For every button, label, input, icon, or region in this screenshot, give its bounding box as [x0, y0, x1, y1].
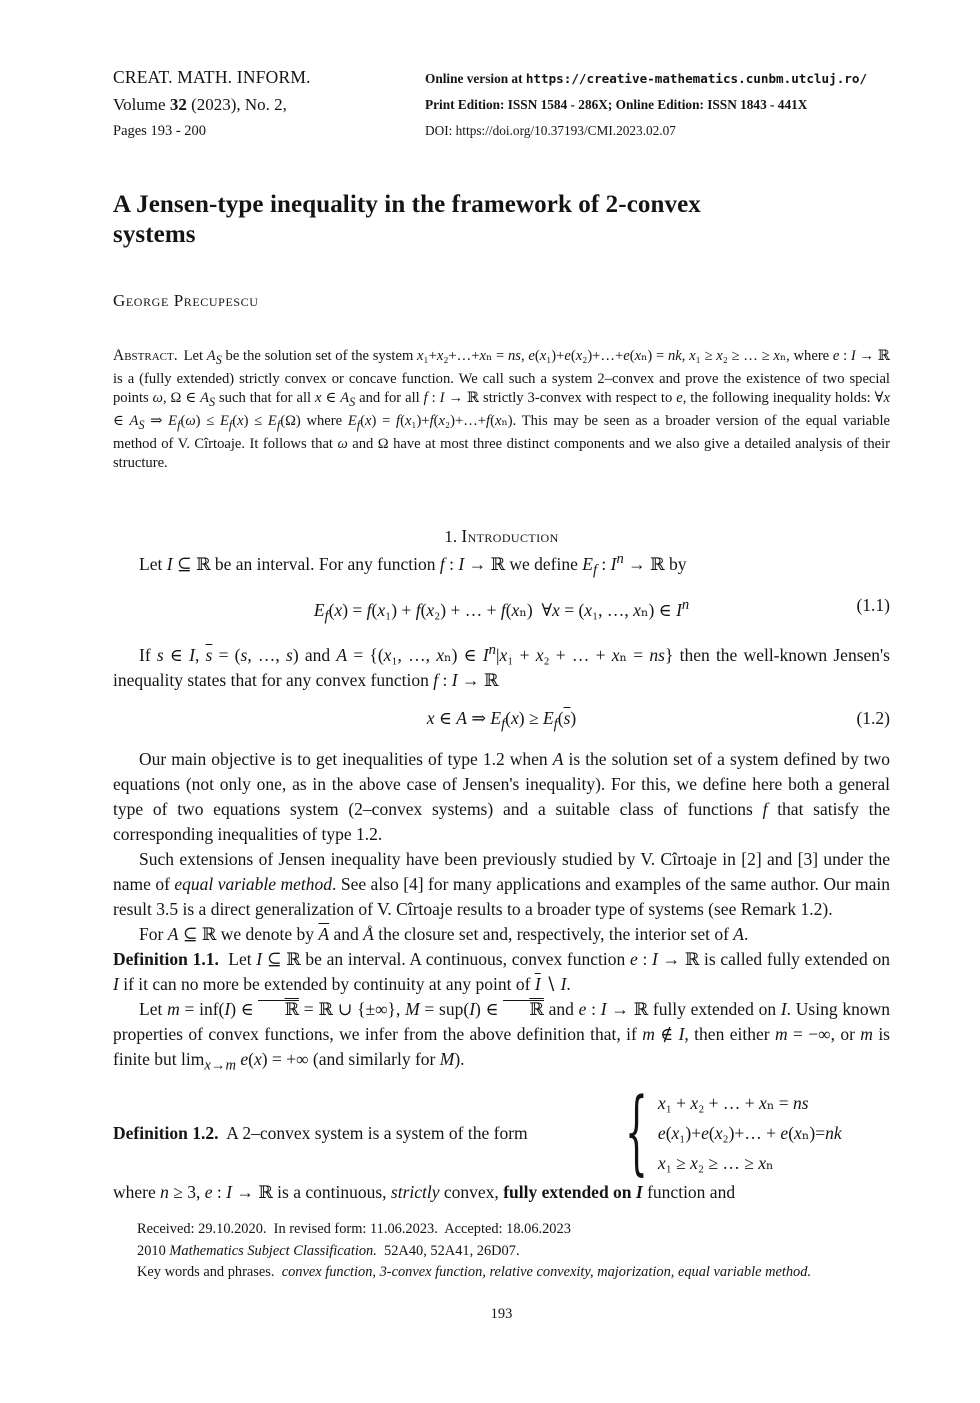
system-equations	[658, 1088, 842, 1178]
journal-url-link[interactable]: https://creative-mathematics.cunbm.utcluj.ro/	[525, 71, 868, 86]
definition-1-2-label: Definition 1.2.	[113, 1122, 219, 1143]
journal-pages: Pages 193 - 200	[113, 123, 207, 139]
online-version-label: Online version at	[425, 71, 526, 86]
section-number: 1.	[444, 526, 458, 546]
online-version-line	[425, 66, 867, 92]
section-heading-introduction	[113, 526, 890, 547]
paragraph-jensen: If s ∈ I, $\overline{s} = (s$, …, s) and A = {(x₁, …, xₙ) ∈ $I^n|x_1 + x_2$ + … + xₙ = ns} then the well-known Jensen's inequality states that for any convex function f : I → ℝ	[113, 642, 890, 691]
journal-header	[113, 64, 890, 144]
doi-link[interactable]: https://doi.org/10.37193/CMI.2023.02.07	[455, 123, 676, 138]
abstract-body: Let $A_S$ be the solution set of the system x₁+x₂+…+xₙ = ns, e(x₁)+e(x₂)+…+e(xₙ) = nk, x₁ ≥ x₂ ≥ … ≥ xₙ, where e : I → ℝ is a (fully extended) strictly convex or concave function. We call such a system 2–convex and prove the existence of two special points ω, Ω ∈ $A_S$ such that for all x ∈ $A_S$ and for all f : I → ℝ strictly 3-convex with respect to e, the following inequality holds: ∀x ∈ $A_S$ ⇒ $E_f(\omega) \le E_f(x) \le E_f(\Omega)$ where $E_f(x)$ = f(x₁)+f(x₂)+…+f(xₙ). This may be seen as a broader version of the equal variable method of V. Cîrtoaje. It follows that ω and Ω have at most three distinct components and we also give a detailed analysis of their structure.	[113, 348, 891, 471]
paragraph-inf-sup: Let m = inf(I) ∈ ℝ = ℝ ∪ {±∞}, M = sup(I) ∈ ℝ and e : I → ℝ fully extended on I. Using known properties of convex functions, we infer from the above definition that, if m ∉ I, then either m = −∞, or m is finite but $\lim_{x\to m} e(x)$ = +∞ (and similarly for M).	[113, 998, 890, 1074]
paper-title	[113, 190, 890, 250]
footnotes	[137, 1219, 890, 1284]
definition-1-2	[113, 1080, 890, 1186]
received-line: Received: 29.10.2020. In revised form: 11.06.2023. Accepted: 18.06.2023	[137, 1221, 571, 1238]
equation-1-1-tag: (1.1)	[856, 595, 890, 616]
journal-name: CREAT. MATH. INFORM.	[113, 67, 311, 87]
definition-1-2-intro: A 2–convex system is a system of the form	[226, 1122, 528, 1143]
volume-post: (2023), No. 2,	[186, 95, 287, 114]
paragraph-objective: Our main objective is to get inequalities of type 1.2 when A is the solution set of a system defined by two equations (not only one, as in the above case of Jensen's inequality). For this, we define here both a general type of two equations system (2–convex systems) and a suitable class of functions f that satisfy the corresponding inequalities of type 1.2.	[113, 748, 890, 844]
system-eq-convex: e(x₁)+e(x₂)+… + e(xₙ)=nk	[657, 1123, 842, 1144]
paragraph-closure-notation: For A ⊆ ℝ we denote by $\overline{A}$ and Å the closure set and, respectively, the interior set of A.	[139, 923, 749, 944]
paper-title-line2: systems	[113, 221, 196, 248]
page-number: 193	[490, 1305, 513, 1322]
volume-number: 32	[169, 95, 187, 114]
issn-line: Print Edition: ISSN 1584 - 286X; Online Edition: ISSN 1843 - 441X	[425, 97, 808, 112]
system-ineq-order: x₁ ≥ x₂ ≥ … ≥ xₙ	[657, 1153, 774, 1174]
system-eq-sum: x₁ + x₂ + … + xₙ = ns	[657, 1093, 809, 1114]
volume-pre: Volume	[113, 95, 170, 114]
system-brace: {	[625, 1080, 648, 1186]
journal-info	[113, 64, 425, 144]
publication-info	[425, 64, 867, 144]
msc-line: 2010 Mathematics Subject Classification. 52A40, 52A41, 26D07.	[137, 1242, 520, 1259]
equation-1-2	[113, 705, 890, 738]
paper-title-line1: A Jensen-type inequality in the framework of 2-convex	[113, 191, 701, 218]
doi-line	[425, 118, 867, 144]
abstract	[113, 346, 890, 473]
equation-1-2-body: x ∈ A ⇒ $E_f(x) \ge E_f(\overline{s})$	[426, 708, 577, 733]
equation-1-1	[113, 592, 890, 629]
definition-1-1	[113, 947, 890, 997]
paragraph-prior-work: Such extensions of Jensen inequality have been previously studied by V. Cîrtoaje in [2] and [3] under the name of equal variable method. See also [4] for many applications and examples of the same author. Our main result 3.5 is a direct generalization of V. Cîrtoaje results to a broader type of systems (see Remark 1.2).	[113, 848, 890, 919]
section-title: Introduction	[461, 525, 559, 546]
journal-volume	[113, 91, 425, 118]
equation-1-2-tag: (1.2)	[856, 708, 890, 729]
definition-1-1-label: Definition 1.1.	[113, 948, 219, 969]
paragraph-define-ef: Let I ⊆ ℝ be an interval. For any function f : I → ℝ we define $E_f$ : $I^n$ → ℝ by	[139, 550, 687, 579]
author-name: George Precupescu	[113, 291, 259, 310]
definition-1-2-text	[113, 1121, 621, 1146]
paragraph-where-condition: where n ≥ 3, e : I → ℝ is a continuous, strictly convex, fully extended on I function and	[113, 1182, 736, 1203]
definition-1-1-body: Let I ⊆ ℝ be an interval. A continuous, convex function e : I → ℝ is called fully extended on I if it can no more be extended by continuity at any point of $\overline{I}$ ∖ I.	[113, 948, 890, 994]
abstract-label: Abstract.	[113, 347, 178, 364]
doi-label: DOI:	[425, 123, 456, 138]
keywords-line: Key words and phrases. convex function, 3-convex function, relative convexity, majorization, equal variable method.	[137, 1264, 812, 1281]
equation-1-1-body: $E_f(x) = f(x_1) + f(x_2)$ + … + f(xₙ) ∀x = (x₁, …, xₙ) ∈ $I^n$	[313, 597, 690, 625]
